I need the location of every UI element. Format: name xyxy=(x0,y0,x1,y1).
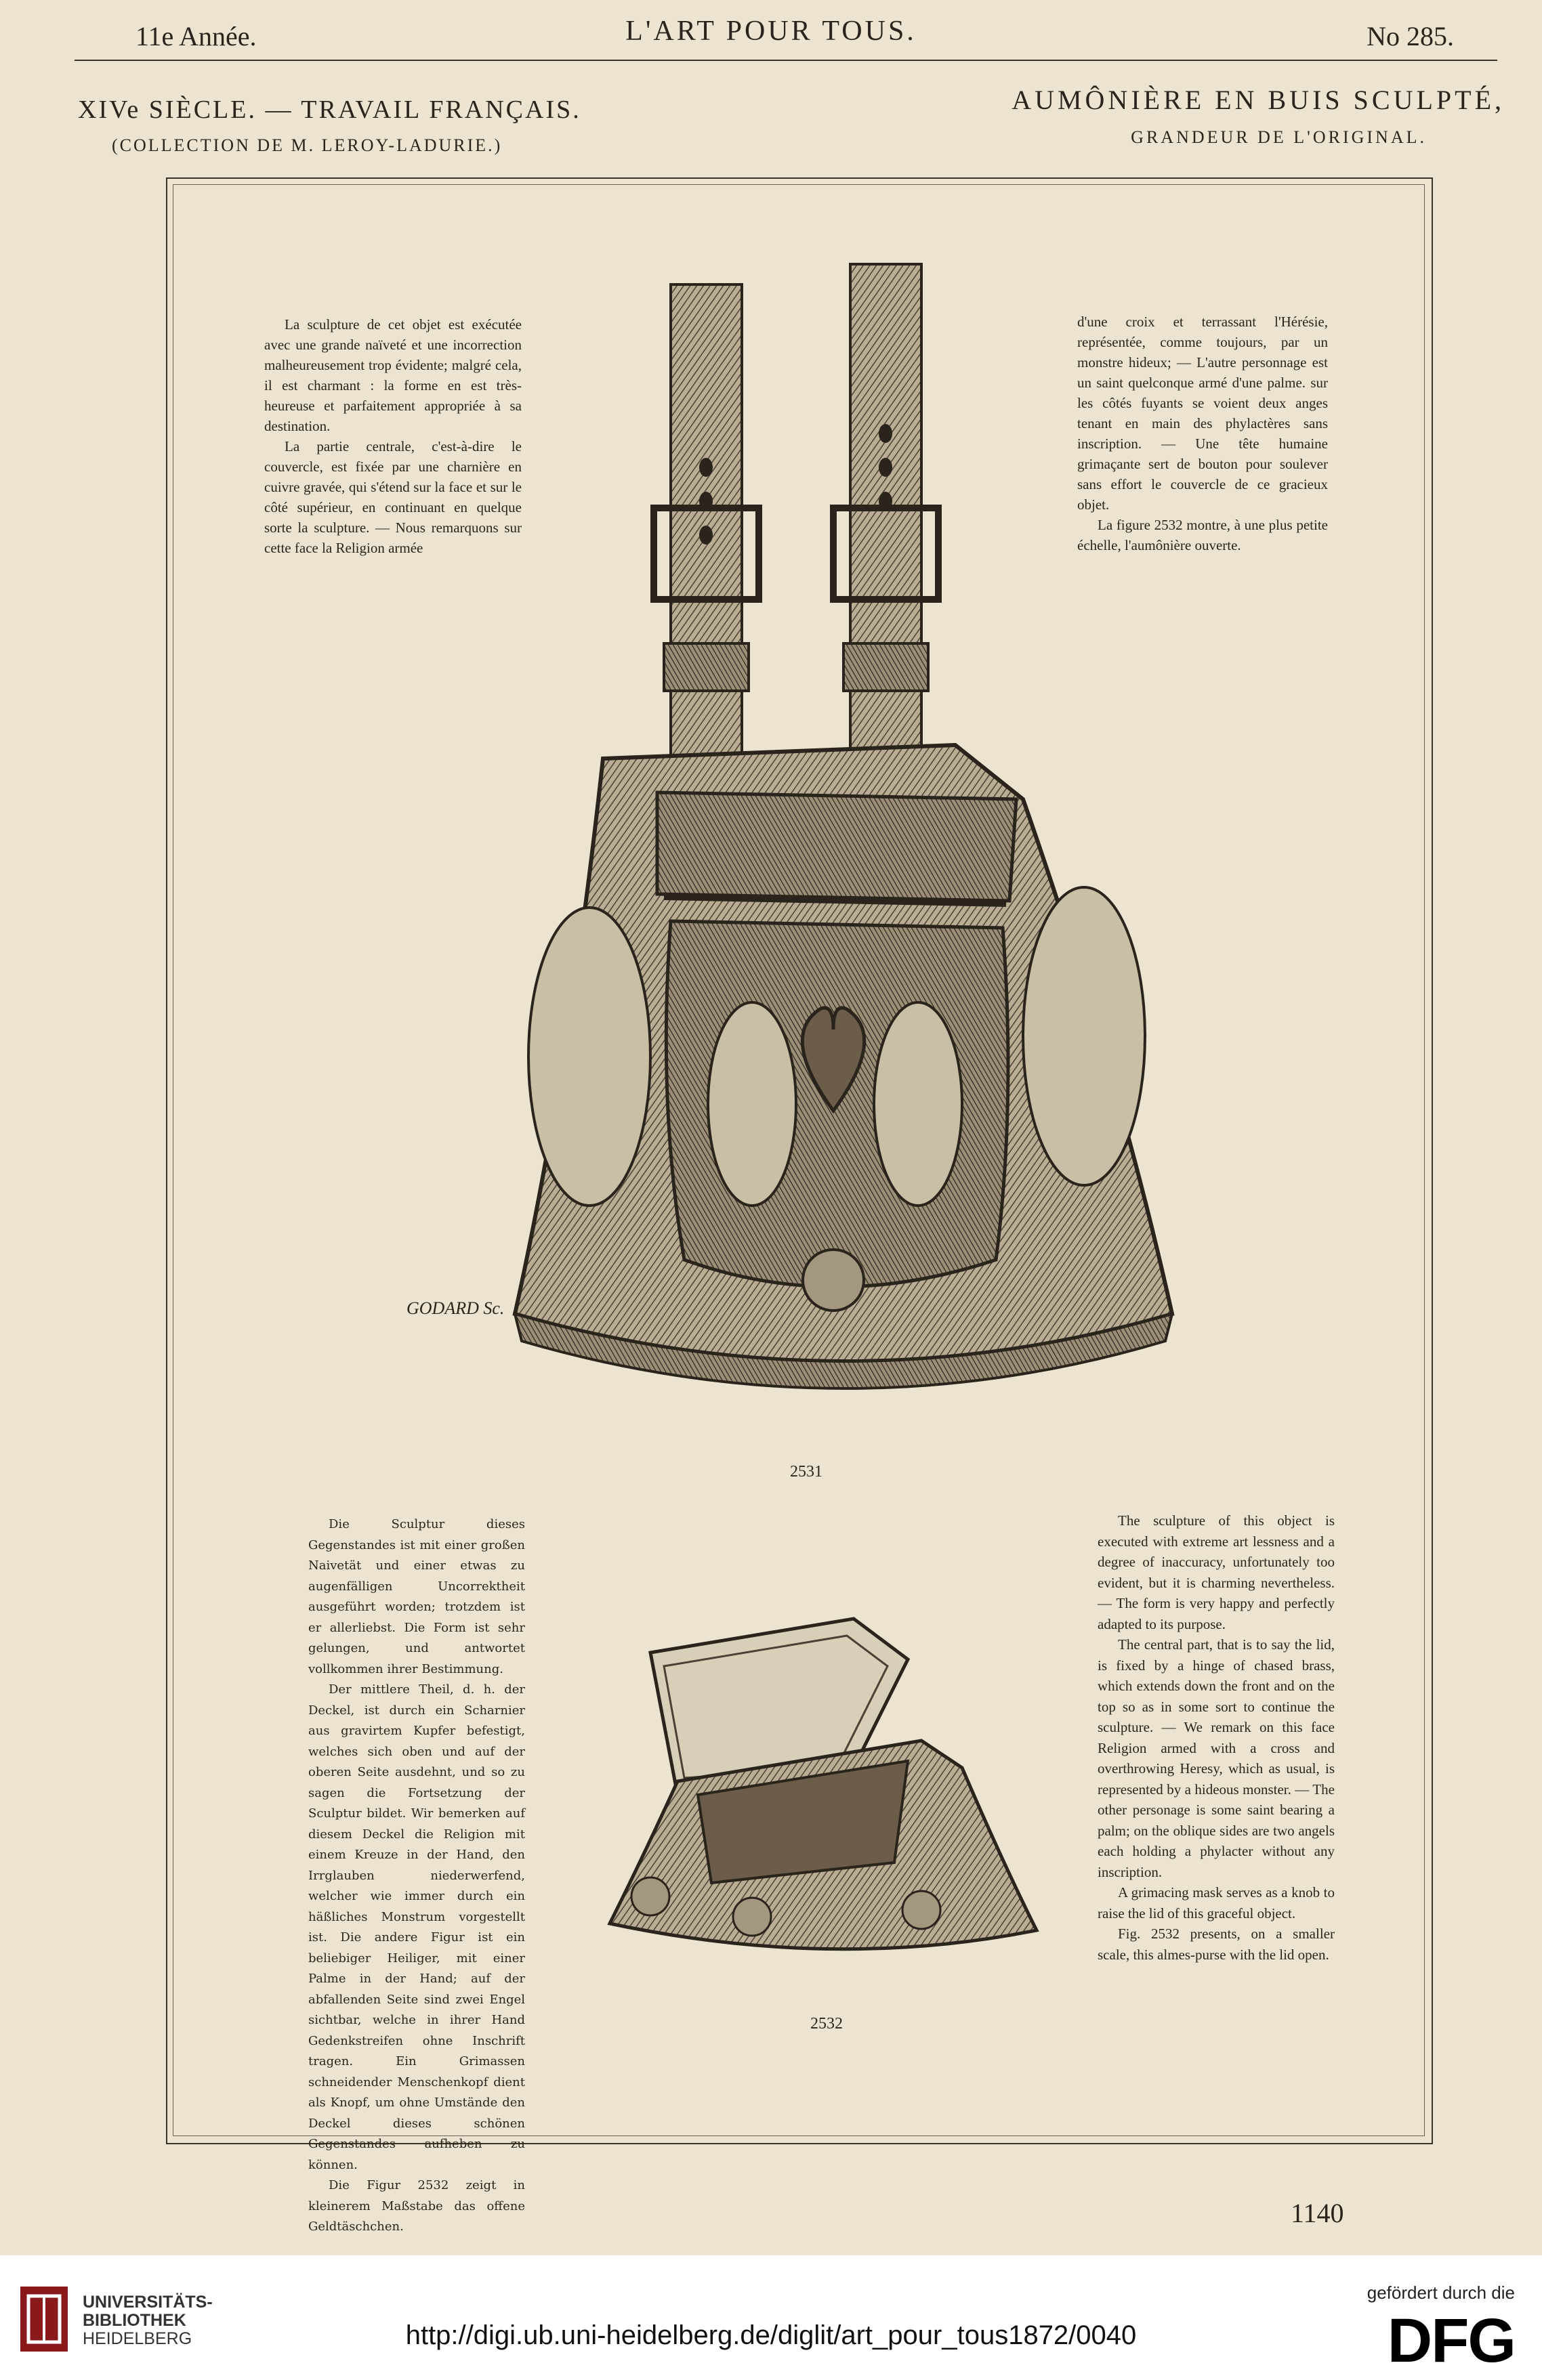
permalink-url[interactable]: http://digi.ub.uni-heidelberg.de/diglit/art_pour_tous1872/0040 xyxy=(405,2320,1137,2350)
right-strap xyxy=(850,264,921,779)
digitization-footer xyxy=(0,2255,1542,2380)
figure-2532-purse-open xyxy=(596,1605,1043,1957)
figure-2531-purse-closed xyxy=(346,257,1348,1409)
library-line: UNIVERSITÄTS- xyxy=(83,2293,213,2312)
object-size-note: GRANDEUR DE L'ORIGINAL. xyxy=(1131,127,1427,147)
library-line: HEIDELBERG xyxy=(83,2329,192,2348)
object-title: AUMÔNIÈRE EN BUIS SCULPTÉ, xyxy=(1012,85,1505,115)
paragraph: La partie centrale, c'est-à-dire le couvercle, est fixée par une charnière en cuivre gravée, qui s'étend sur la face et sur le côté supérieur, en continuant en quelque sorte la sculpture. — Nous remarquons sur cette face la Religion armée xyxy=(264,438,522,556)
dfg-logo: DFG xyxy=(1387,2306,1515,2375)
engraver-signature: GODARD Sc. xyxy=(407,1298,505,1318)
figure-number-2531: 2531 xyxy=(790,1463,822,1481)
german-text-left xyxy=(308,1514,525,2238)
paragraph: A grimacing mask serves as a knob to raise the lid of this graceful object. xyxy=(1098,1884,1335,1921)
century-title: XIVe SIÈCLE. — TRAVAIL FRANÇAIS. xyxy=(78,95,581,124)
funder-caption: gefördert durch die xyxy=(1367,2282,1515,2303)
paragraph: The central part, that is to say the lid, is fixed by a hinge of chased brass, which extends down the front and on the top so as in some sort to continue the sculpture. — We remark on this face Religion armed with a cross and overthrowing Heresy, which as usual, is represented by a hideous monster. — The other personage is some saint bearing a palm; on the oblique sides are two angels each holding a phylacter without any inscription. xyxy=(1098,1636,1335,1880)
collection-note: (COLLECTION DE M. LEROY-LADURIE.) xyxy=(112,135,503,155)
header-rule xyxy=(75,60,1497,61)
paragraph: La sculpture de cet objet est exécutée avec une grande naïveté et une incorrection malheureusement trop évidente; malgré cela, il est charmant : la forme en est très-heureuse et parfaitement appropriée à sa destination. xyxy=(264,316,522,434)
english-text-right xyxy=(1098,1510,1335,1965)
page-number: 1140 xyxy=(1291,2198,1344,2228)
paragraph: Fig. 2532 presents, on a smaller scale, this almes-purse with the lid open. xyxy=(1098,1926,1335,1963)
figure-number-2532: 2532 xyxy=(810,2015,843,2033)
library-line: BIBLIOTHEK xyxy=(83,2311,186,2330)
paragraph: La figure 2532 montre, à une plus petite échelle, l'aumônière ouverte. xyxy=(1077,517,1328,553)
header-issue-number: No 285. xyxy=(1367,21,1454,51)
paragraph: Die Figur 2532 zeigt in kleinerem Maßstabe das offene Geldtäschchen. xyxy=(308,2178,525,2234)
header-year: 11e Année. xyxy=(136,21,257,51)
paragraph: Der mittlere Theil, d. h. der Deckel, ist durch ein Scharnier aus gravirtem Kupfer befestigt, welches sich oben und auf der oberen Seite ausdehnt, und so zu sagen die Fortsetzung der Sculptur bildet. Wir bemerken auf diesem Deckel die Religion mit einem Kreuze in der Hand, den Irrglauben niederwerfend, welcher wie immer durch ein häßliches Monstrum vorgestellt ist. Die andere Figur ist ein beliebiger Heiliger, mit einer Palme in der Hand; auf der abfallenden Seite sind zwei Engel sichtbar, welche in ihrer Hand Gedenkstreifen ohne Inschrift tragen. Ein Grimassen schneidender Menschenkopf dient als Knopf, um ohne Umstände den Deckel dieses schönen Gegenstandes aufheben zu können. xyxy=(308,1682,525,2172)
purse-lid-top xyxy=(657,792,1016,901)
paragraph: The sculpture of this object is executed with extreme art lessness and a degree of inaccuracy, unfortunately too evident, but it is charming nevertheless. — The form is very happy and perfectly adapted to its purpose. xyxy=(1098,1512,1335,1632)
paragraph: Die Sculptur dieses Gegenstandes ist mit einer großen Naivetät und einer etwas zu augenfälligen Uncorrektheit ausgeführt worden; trotzdem ist er allerliebst. Die Form ist sehr gelungen, und antwortet vollkommen ihrer Bestimmung. xyxy=(308,1517,525,1676)
paragraph: d'une croix et terrassant l'Hérésie, représentée, comme toujours, par un monstre hideux; — L'autre personnage est un saint quelconque armé d'une palme. sur les côtés fuyants se voient deux anges tenant en main des phylactères sans inscription. — Une tête humaine grimaçante sert de bouton pour soulever sans effort le couvercle de ce gracieux objet. xyxy=(1077,314,1328,513)
mask-knob xyxy=(803,1250,864,1311)
header-journal-title: L'ART POUR TOUS. xyxy=(625,16,917,47)
